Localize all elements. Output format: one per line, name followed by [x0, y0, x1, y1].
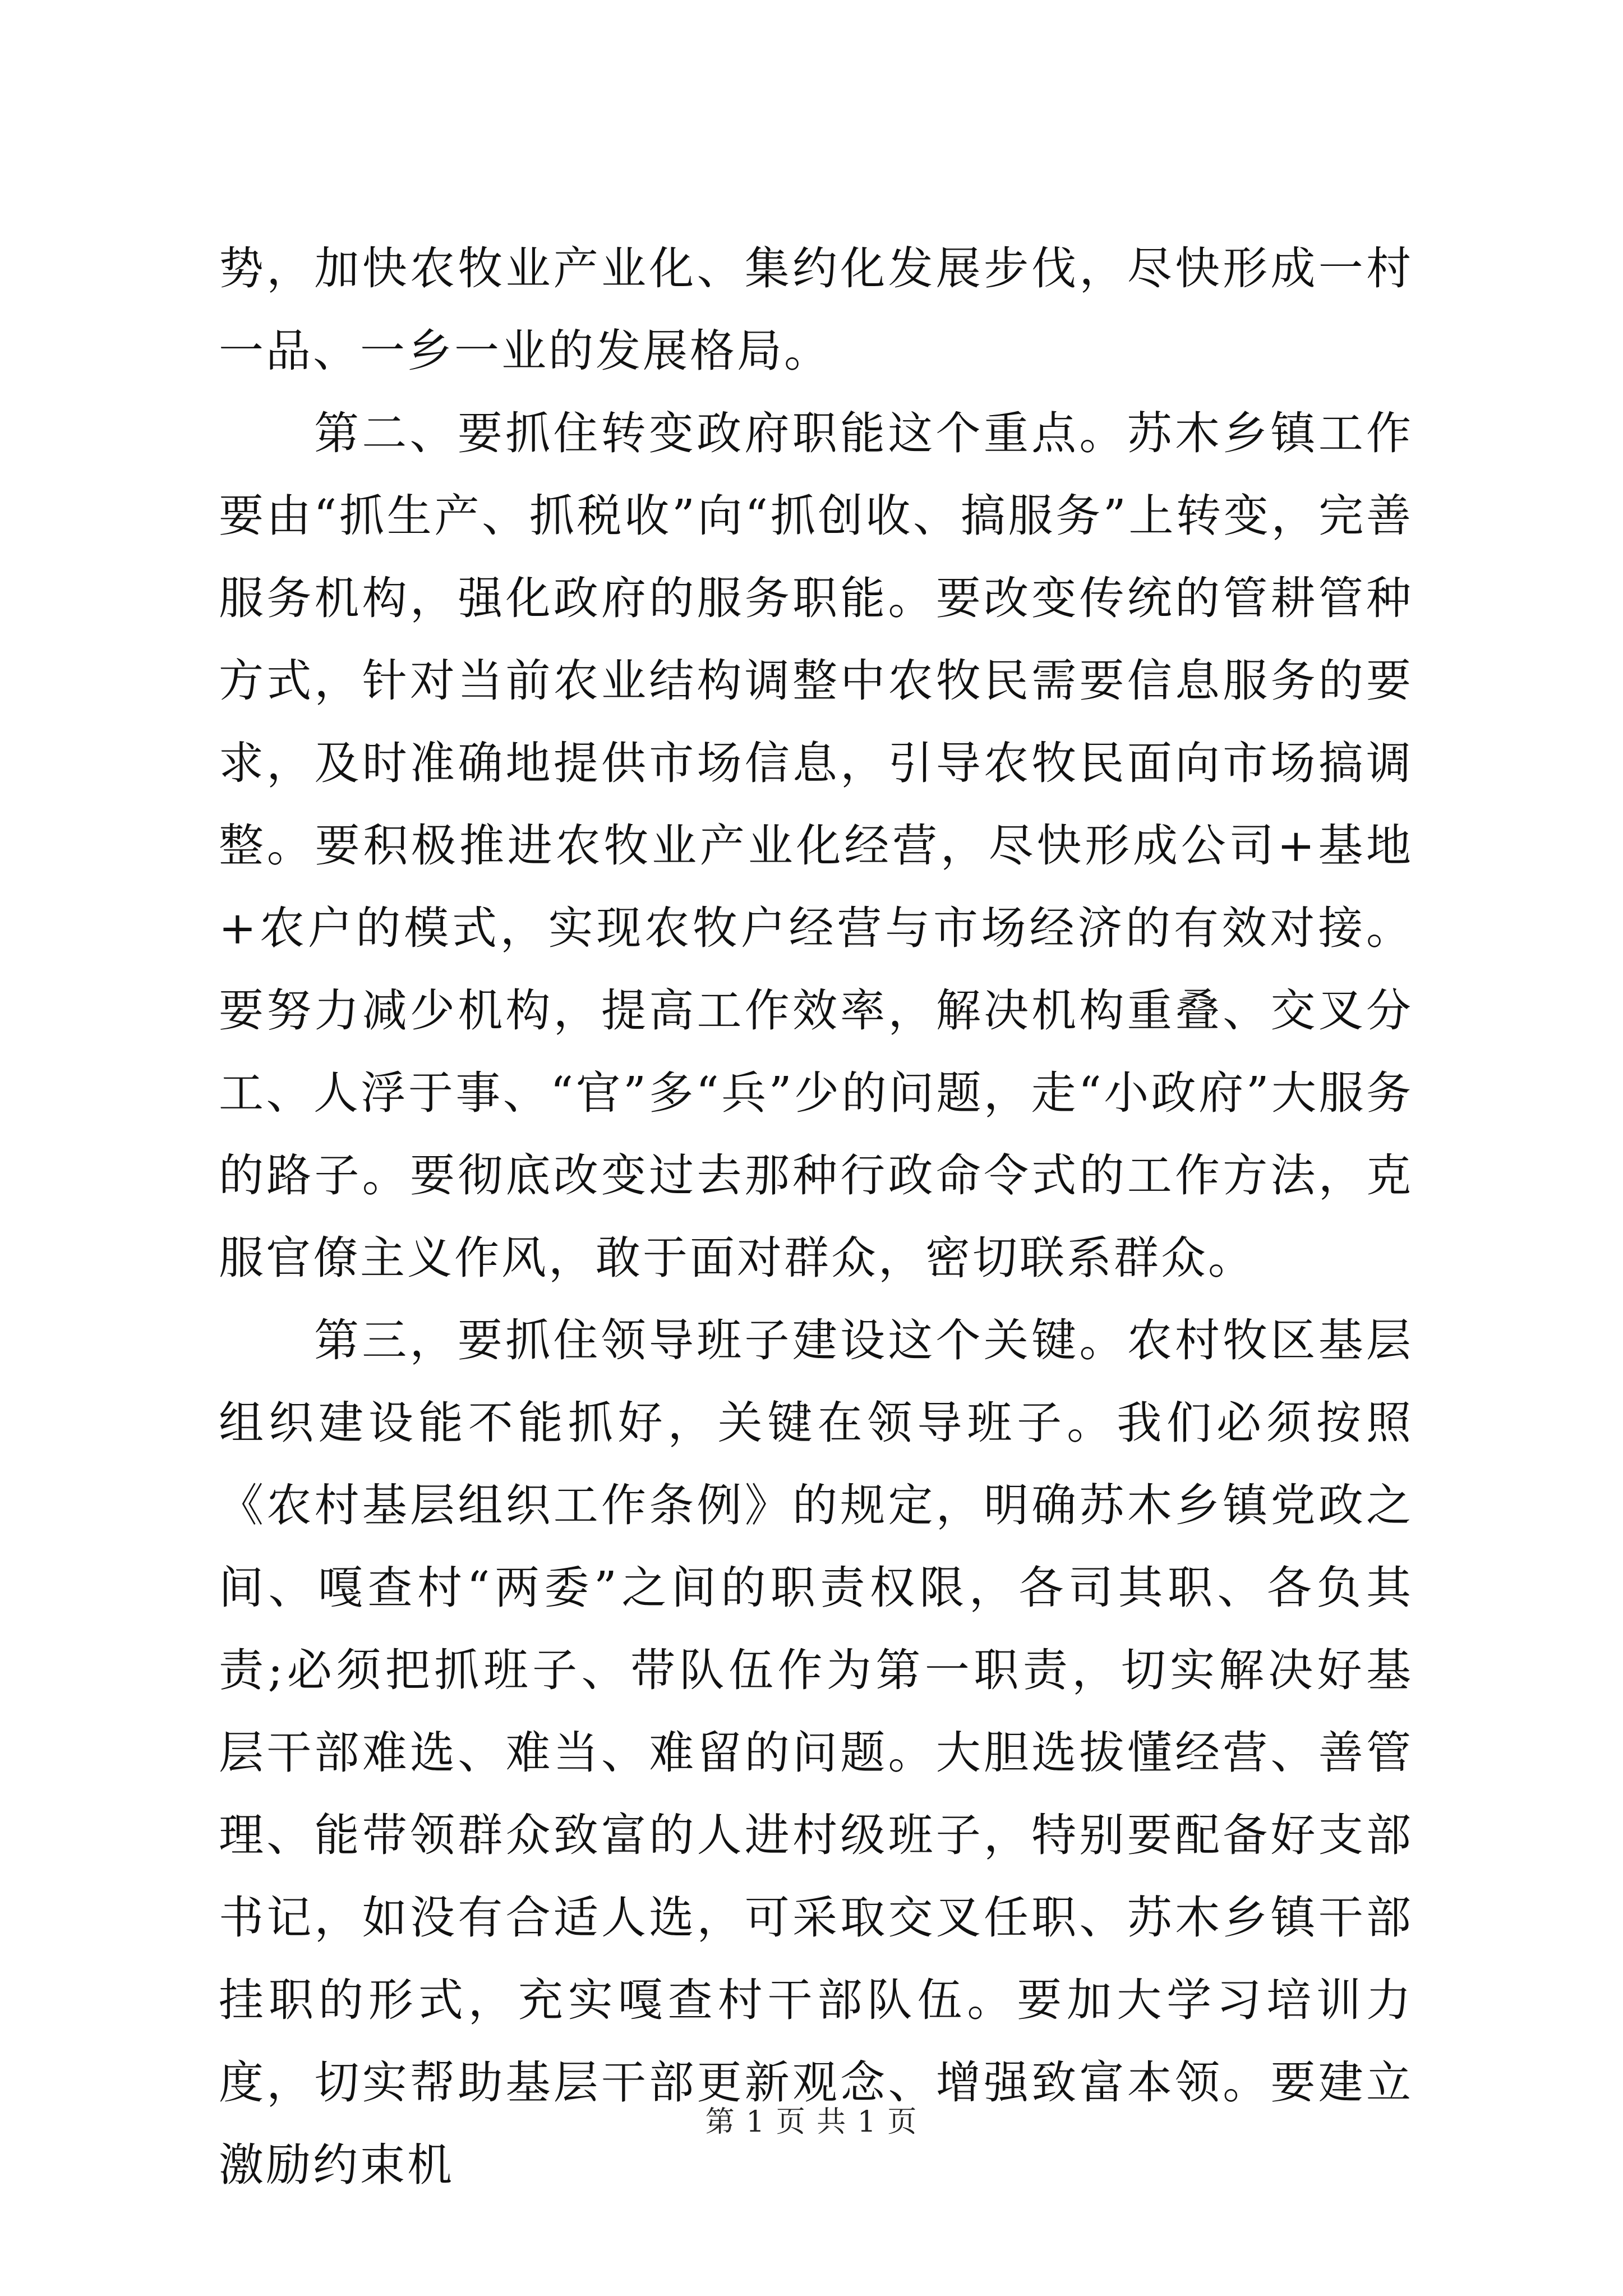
page-footer: 第 1 页 共 1 页 [705, 2105, 918, 2139]
paragraph-third-point: 第三，要抓住领导班子建设这个关键。农村牧区基层组织建设能不能抓好，关键在领导班子。我们必须按照《农村基层组织工作条例》的规定，明确苏木乡镇党政之间、嘎查村“两委”之间的职责权限，各司其职、各负其责;必须把抓班子、带队伍作为第一职责，切实解决好基层干部难选、难当、难留的问题。大胆选拔懂经营、善管理、能带领群众致富的人进村级班子，特别要配备好支部书记，如没有合适人选，可采取交叉任职、苏木乡镇干部挂职的形式，充实嘎查村干部队伍。要加大学习培训力度，切实帮助基层干部更新观念、增强致富本领。要建立激励约束机 [219, 1314, 1413, 2191]
paragraph-second-point: 第二、要抓住转变政府职能这个重点。苏木乡镇工作要由“抓生产、抓税收”向“抓创收、搞服务”上转变，完善服务机构，强化政府的服务职能。要改变传统的管耕管种方式，针对当前农业结构调整中农牧民需要信息服务的要求，及时准确地提供市场信息，引导农牧民面向市场搞调整。要积极推进农牧业产业化经营，尽快形成公司+基地+农户的模式，实现农牧户经营与市场经济的有效对接。要努力减少机构，提高工作效率，解决机构重叠、交叉分工、人浮于事、“官”多“兵”少的问题，走“小政府”大服务的路子。要彻底改变过去那种行政命令式的工作方法，克服官僚主义作风，敢于面对群众，密切联系群众。 [219, 407, 1413, 1284]
document-body [219, 227, 1413, 2206]
paragraph-continuation: 势，加快农牧业产业化、集约化发展步伐，尽快形成一村一品、一乡一业的发展格局。 [219, 242, 1413, 377]
